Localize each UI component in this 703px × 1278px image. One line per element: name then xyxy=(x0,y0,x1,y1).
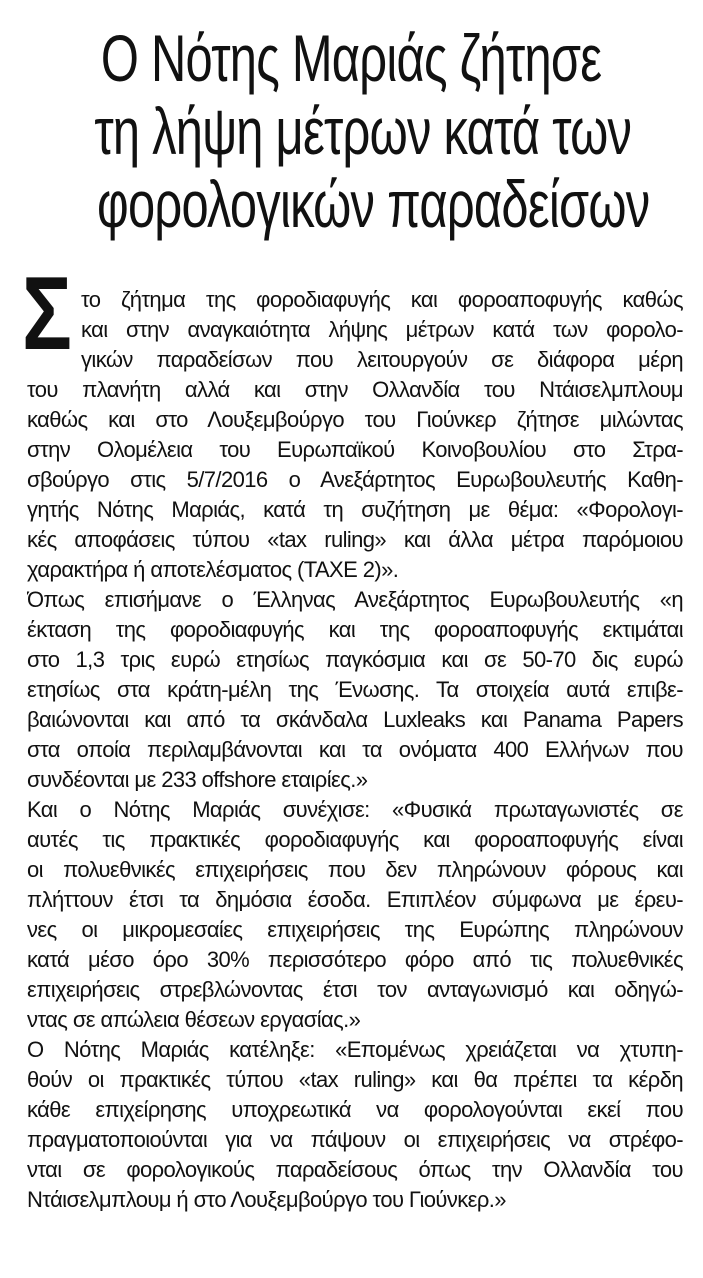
headline-line xyxy=(0,22,703,95)
article-headline xyxy=(0,22,703,241)
text-line: οι πολυεθνικές επιχειρήσεις που δεν πληρώνουν φόρους και xyxy=(27,857,683,882)
text-line: το ζήτημα της φοροδιαφυγής και φοροαποφυγής καθώς xyxy=(81,287,683,312)
text-line: έκταση της φοροδιαφυγής και της φοροαποφυγής εκτιμάται xyxy=(27,617,683,642)
text-line: στο 1,3 τρις ευρώ ετησίως παγκόσμια και σε 50-70 δις ευρώ xyxy=(27,647,683,672)
text-line: του πλανήτη αλλά και στην Ολλανδία του Ντάισελμπλουμ xyxy=(27,377,683,402)
text-line: γητής Νότης Μαριάς, κατά τη συζήτηση με θέμα: «Φορολογι- xyxy=(27,497,683,522)
text-line: συνδέονται με 233 offshore εταιρίες.» xyxy=(27,767,368,792)
headline-text: φορολογικών παραδείσων xyxy=(97,167,650,241)
text-line: κές αποφάσεις τύπου «tax ruling» και άλλα μέτρα παρόμοιου xyxy=(27,527,683,552)
text-line: Ντάισελμπλουμ ή στο Λουξεμβούργο του Γιούνκερ.» xyxy=(27,1187,506,1212)
text-line: γικών παραδείσων που λειτουργούν σε διάφορα μέρη xyxy=(81,347,683,372)
text-line: Και ο Νότης Μαριάς συνέχισε: «Φυσικά πρωταγωνιστές σε xyxy=(27,797,683,822)
text-line: βαιώνονται και από τα σκάνδαλα Luxleaks και Panama Papers xyxy=(27,707,683,732)
text-line: σβούργο στις 5/7/2016 ο Ανεξάρτητος Ευρωβουλευτής Καθη- xyxy=(27,467,683,492)
article-paragraph xyxy=(27,795,683,1035)
headline-line xyxy=(0,168,703,241)
text-line: νες οι μικρομεσαίες επιχειρήσεις της Ευρώπης πληρώνουν xyxy=(27,917,683,942)
text-line: χαρακτήρα ή αποτελέσματος (TAXE 2)». xyxy=(27,557,399,582)
text-line: νται σε φορολογικούς παραδείσους όπως την Ολλανδία του xyxy=(27,1157,683,1182)
text-line: στην Ολομέλεια του Ευρωπαϊκού Κοινοβουλίου στο Στρα- xyxy=(27,437,683,462)
text-line: πραγματοποιούνται για να πάψουν οι επιχειρήσεις να στρέφο- xyxy=(27,1127,683,1152)
text-line: επιχειρήσεις στρεβλώνοντας έτσι τον ανταγωνισμό και οδηγώ- xyxy=(27,977,683,1002)
drop-cap: Σ xyxy=(22,256,72,372)
headline-line xyxy=(0,95,703,168)
text-line: ντας σε απώλεια θέσεων εργασίας.» xyxy=(27,1007,361,1032)
text-line: πλήττουν έτσι τα δημόσια έσοδα. Επιπλέον σύμφωνα με έρευ- xyxy=(27,887,683,912)
text-line: Όπως επισήμανε ο Έλληνας Ανεξάρτητος Ευρωβουλευτής «η xyxy=(27,587,683,612)
text-line: Ο Νότης Μαριάς κατέληξε: «Επομένως χρειάζεται να χτυπη- xyxy=(27,1037,683,1062)
text-line: αυτές τις πρακτικές φοροδιαφυγής και φοροαποφυγής είναι xyxy=(27,827,683,852)
text-line: καθώς και στο Λουξεμβούργο του Γιούνκερ ζήτησε μιλώντας xyxy=(27,407,683,432)
article-paragraph xyxy=(27,1035,683,1215)
headline-text: Ο Νότης Μαριάς ζήτησε xyxy=(101,21,602,95)
text-line: και στην αναγκαιότητα λήψης μέτρων κατά των φορολο- xyxy=(81,317,683,342)
text-line: ετησίως στα κράτη-μέλη της Ένωσης. Τα στοιχεία αυτά επιβε- xyxy=(27,677,683,702)
article-paragraph xyxy=(27,585,683,795)
text-line: κάθε επιχείρησης υποχρεωτικά να φορολογούνται εκεί που xyxy=(27,1097,683,1122)
text-line: στα οποία περιλαμβάνονται και τα ονόματα 400 Ελλήνων που xyxy=(27,737,683,762)
headline-text: τη λήψη μέτρων κατά των xyxy=(94,94,632,168)
text-line: θούν οι πρακτικές τύπου «tax ruling» και θα πρέπει τα κέρδη xyxy=(27,1067,683,1092)
text-line: κατά μέσο όρο 30% περισσότερο φόρο από τις πολυεθνικές xyxy=(27,947,683,972)
article-body xyxy=(27,285,683,1215)
article-paragraph xyxy=(27,285,683,585)
